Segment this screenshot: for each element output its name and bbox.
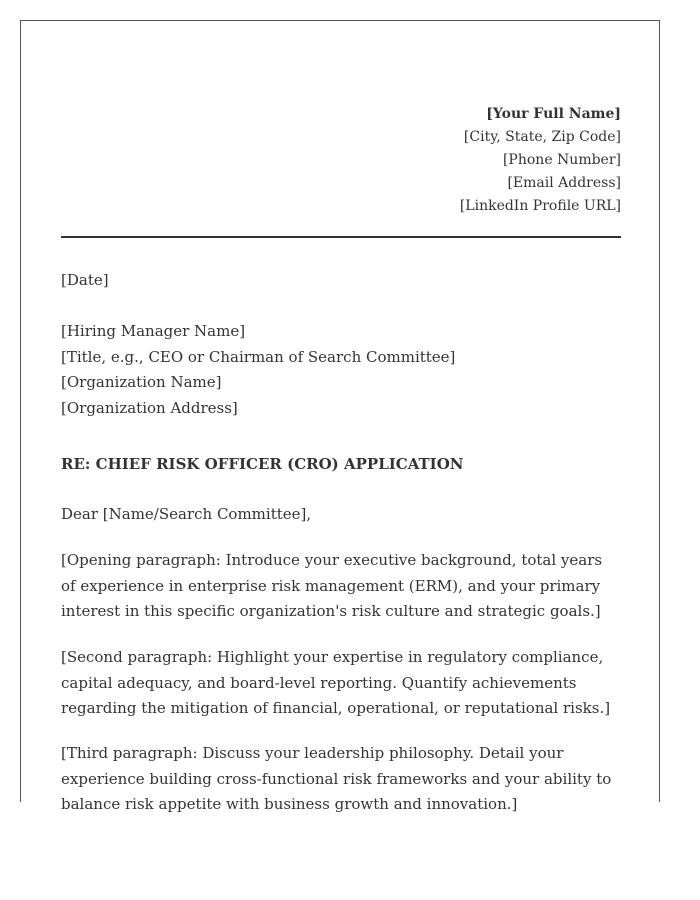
recipient-block [61, 319, 621, 421]
letter-page [20, 20, 660, 813]
sender-header [61, 103, 621, 218]
salutation: Dear [Name/Search Committee], [61, 505, 312, 523]
recipient-address: [Organization Address] [61, 398, 238, 417]
letter-date: [Date] [61, 271, 109, 289]
subject-line: RE: CHIEF RISK OFFICER (CRO) APPLICATION [61, 455, 464, 473]
paragraph-second: [Second paragraph: Highlight your expertise in regulatory compliance, capital adequacy, and board-level reporting. Quantify achievements regarding the mitigation of financial, operational, or reputational risks.] [61, 648, 611, 717]
recipient-organization: [Organization Name] [61, 373, 222, 391]
sender-email: [Email Address] [507, 175, 621, 191]
recipient-title: [Title, e.g., CEO or Chairman of Search Committee] [61, 347, 456, 366]
header-divider [61, 236, 621, 238]
sender-phone: [Phone Number] [502, 152, 621, 168]
sender-city: [City, State, Zip Code] [463, 129, 621, 145]
paragraph-third: [Third paragraph: Discuss your leadership philosophy. Detail your experience building cross-functional risk frameworks and your ability to balance risk appetite with business growth and innovation.] [61, 744, 612, 813]
sender-name: [Your Full Name] [486, 106, 621, 122]
paragraph-opening: [Opening paragraph: Introduce your executive background, total years of experience in enterprise risk management (ERM), and your primary interest in this specific organization's risk culture and strategic goals.] [61, 551, 603, 620]
recipient-manager-name: [Hiring Manager Name] [61, 322, 246, 340]
sender-linkedin: [LinkedIn Profile URL] [459, 198, 621, 214]
